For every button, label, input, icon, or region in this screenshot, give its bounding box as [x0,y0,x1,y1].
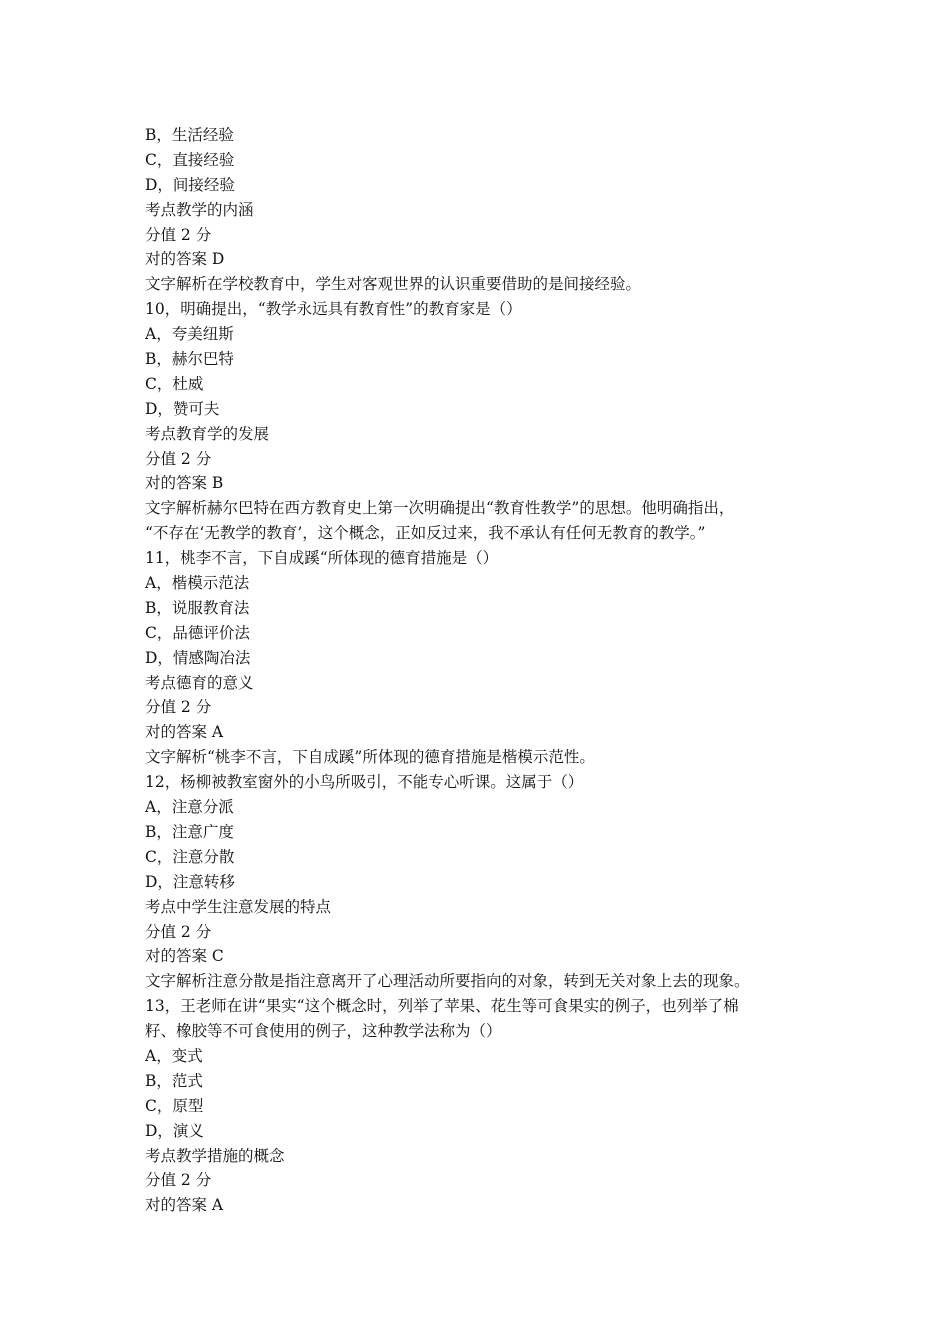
text-line: “不存在‘无教学的教育’，这个概念，正如反过来，我不承认有任何无教育的教学。” [145,524,706,543]
text-line: D，间接经验 [145,175,235,194]
text-line: 对的答案 D [145,250,225,269]
text-line: 文字解析“桃李不言，下自成蹊”所体现的德育措施是楷模示范性。 [145,748,595,767]
text-line: 12，杨柳被教室窗外的小鸟所吸引，不能专心听课。这属于（） [145,773,584,792]
text-line: 分值 2 分 [145,698,212,717]
text-line: C，直接经验 [145,150,235,169]
text-line: D，情感陶冶法 [145,648,251,667]
text-line: 对的答案 A [145,1196,224,1215]
text-line: B，生活经验 [145,126,234,144]
text-line: D，注意转移 [145,872,235,891]
text-line: 文字解析赫尔巴特在西方教育史上第一次明确提出“教育性教学”的思想。他明确指出， [145,499,735,518]
text-line: 对的答案 A [145,723,224,742]
text-line: B，范式 [145,1071,203,1090]
text-line: 13，王老师在讲“果实“这个概念时，列举了苹果、花生等可食果实的例子，也列举了棉 [145,997,739,1016]
text-line: B，注意广度 [145,822,234,841]
text-line: 考点教学的内涵 [145,200,254,219]
text-line: 分值 2 分 [145,225,212,244]
document-body [145,123,805,1218]
text-line: C，杜威 [145,374,204,393]
text-line: 考点德育的意义 [145,673,254,692]
text-line: C，品德评价法 [145,623,250,642]
text-line: 分值 2 分 [145,449,212,468]
text-line: 文字解析在学校教育中，学生对客观世界的认识重要借助的是间接经验。 [145,275,642,294]
text-line: 籽、橡胶等不可食使用的例子，这种教学法称为（） [145,1022,502,1041]
text-line: C，注意分散 [145,847,235,866]
text-line: A，夸美纽斯 [145,325,234,344]
text-line: D，演义 [145,1121,204,1140]
text-line: 考点中学生注意发展的特点 [145,897,332,916]
text-line: 考点教育学的发展 [145,424,270,443]
text-line: 对的答案 B [145,474,224,493]
text-line: A，楷模示范法 [145,574,250,593]
text-line: A，注意分派 [145,798,234,817]
text-line: 文字解析注意分散是指注意离开了心理活动所要指向的对象，转到无关对象上去的现象。 [145,972,750,991]
text-line: 10，明确提出，“教学永远具有教育性”的教育家是（） [145,300,522,319]
text-line: 分值 2 分 [145,1171,212,1190]
text-line: 11，桃李不言，下自成蹊“所体现的德育措施是（） [145,549,499,568]
text-line: 考点教学措施的概念 [145,1146,285,1165]
text-line: A，变式 [145,1046,203,1065]
text-line: 分值 2 分 [145,922,212,941]
text-line: 对的答案 C [145,947,224,966]
text-line: B，赫尔巴特 [145,350,234,369]
text-line: C，原型 [145,1096,204,1115]
text-line: D，赞可夫 [145,399,220,418]
text-line: B，说服教育法 [145,598,250,617]
